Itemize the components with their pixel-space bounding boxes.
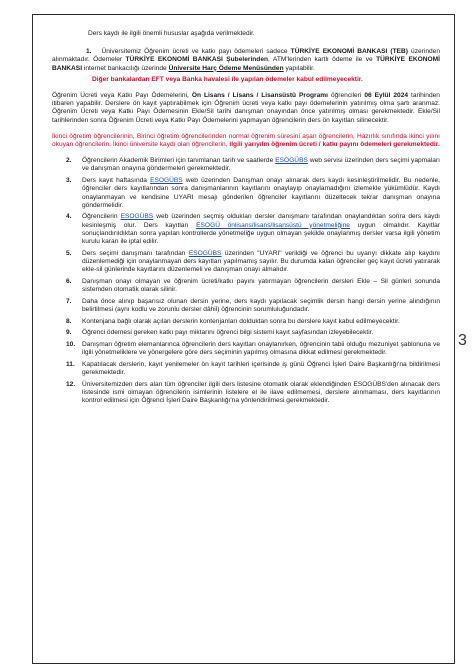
item-number: 4.	[66, 213, 72, 221]
item-text: Öğrencilerin	[82, 213, 121, 221]
document-body	[52, 30, 440, 409]
bank-name-full: TÜRKİYE EKONOMİ BANKASI (TEB)	[290, 48, 408, 56]
rule-item-5	[52, 250, 440, 275]
bank-name: TÜRKİYE EKONOMİ BANKASI	[52, 56, 440, 72]
rule-item-9	[52, 329, 440, 337]
bank-branches: TÜRKİYE EKONOMİ BANKASI Şubelerinden	[125, 56, 269, 64]
rule-item-12	[52, 381, 440, 406]
eft-warning: Diğer bankalardan EFT veya Banka havalesi ile yapılan ödemeler kabul edilmeyecektir.	[92, 75, 363, 83]
esogubs-link[interactable]: ESOGÜBS	[150, 177, 183, 185]
item-text: üzerinden "UYARI" verildiği ve öğrenci bu uyarıyı dikkate alıp kaydını düzenlemediği için onaylanmayan ders kayıtları yapılmamış sayılır. Bu durumda kalan öğrenciler geç kayıt ücreti yatırarak ekle-sil günlerinde kayıtlarını düzenlemeli ve danışman onayı almalıdır.	[82, 249, 440, 274]
item-number: 6.	[66, 277, 72, 285]
item-text: Öğrenci ödemesi gereken katkı payı miktarını öğrenci bilgi sistemi kayıt sayfasından izleyebilecektir.	[82, 329, 374, 337]
rule-item-7	[52, 298, 440, 314]
payment-menu: Üniversite Harç Ödeme Menüsünden	[168, 64, 284, 72]
esogubs-link[interactable]: ESOGÜBS	[275, 157, 308, 165]
item-number: 10.	[66, 341, 76, 349]
item-text: Danışman öğretim elemanlarınca öğrencilerin ders kayıtları onaylanırken, öğrencinin tabii olduğu mezuniyet şablonuna ve ilgili yönetmeliklere ve yönergelere göre ders seçiminin yapılmış olmasına dikkat edilmesi gerekmektedir.	[82, 341, 440, 357]
item-number: 7.	[66, 297, 72, 305]
intro-text: Ders kaydı ile ilgili önemli hususlar aşağıda verilmektedir.	[88, 30, 255, 37]
rule-item-1: 1. Üniversitemiz Öğrenim ücreti ve katkı payı ödemeleri sadece TÜRKİYE EKONOMİ BANKASI (TEB) üzerinden alınmaktadır. Ödemeler TÜRKİYE EKONOMİ BANKASI Şubelerinden, ATM'lerinden kartlı ödeme ile ve TÜRKİYE EKONOMİ BANKASI internet bankacılığı üzerinde Üniversite Harç Ödeme Menüsünden yapılabilir.	[52, 48, 441, 72]
item-text: Ders seçimi danışmanı tarafından	[82, 249, 189, 257]
rules-list	[52, 157, 440, 405]
item-text: Öğrencilerin Akademik Birimleri için tanımlanan tarih ve saatlerde	[82, 157, 276, 165]
item-text: web üzerinden seçmiş oldukları dersler danışmanı tarafından onaylandıktan sonra ders kaydı kesinleşmiş olur. Ders kayıtları	[82, 213, 440, 229]
item-number: 8.	[66, 317, 72, 325]
item-text: uygun olmalıdır. Kayıtlar sonuçlandırıldıktan sonra yapılan kontrollerde yönetmeliğe uygun olmayan şekilde onaylanmış dersler varsa ilgili yönetim kurulu kararı ile iptal edilir.	[82, 221, 440, 246]
rule-item-11	[52, 361, 440, 377]
item-text: Kapatılacak derslerin, kayıt yenilemeler ön kayıt tarihleri içerisinde iş günü Öğrenci İşleri Daire Başkanlığı'na bildirilmesi gerekmektedir.	[82, 361, 440, 377]
item-text: Ders kayıt haftasında	[82, 177, 151, 185]
rule-item-6	[52, 278, 440, 294]
side-page-number: 3	[458, 332, 467, 349]
item-number: 5.	[66, 249, 72, 257]
rule-item-2	[52, 157, 440, 173]
rule-item-4	[52, 213, 440, 246]
payment-start-date: 06 Eylül 2024	[364, 92, 409, 100]
esogubs-link[interactable]: ESOGÜBS	[188, 249, 222, 257]
item-text: Kontenjana bağlı olarak açılan derslerin kontenjanları dolduktan sonra bu derslere kayıt kabul edilmeyecektir.	[82, 317, 400, 325]
esogubs-link[interactable]: ESOGÜBS	[120, 213, 154, 221]
payment-paragraph: Öğrenim Ücreti veya Katkı Payı Ödemelerini, Ön Lisans / Lisans / Lisansüstü Programı öğrencileri 06 Eylül 2024 tarihinden itibaren yapabilir. Derslere ön kayıt yaptırabilmek için Öğrenim ücreti veya katkı payı ödemelerinin yatırılmış olma şartı aranmaz. Öğrenim Ücreti veya Katkı Payı Ödemesinin Ekle/Sil tarihi danışman onayından önce yatırılmış olması gerekmektedir. Ekle/Sil tarihlerinden sonra Öğrenim Ücreti veya Katkı Payı Ödemelerini yapmayan öğrencilerin ders ön kayıtları silinecektir.	[52, 92, 440, 124]
item-text: Danışman onayı olmayan ve öğrenim ücreti/katkı payını yatırmayan öğrencilerin dersleri Ekle – Sil günleri sonunda sistemden otomatik olarak silinir.	[82, 277, 440, 294]
item-number: 12.	[66, 380, 76, 388]
item-number: 3.	[66, 177, 72, 185]
item-text: web üzerinden Danışman onayı alınarak ders kaydı kesinleştirilmelidir. Bu nedenle, öğrenciler ders kayıtlarından sonra danışmanlarının kayıtlarını onaylayıp onaylamadığını izlemekle yükümlüdür. Kaydı onaylanmayan ve kendisine UYARI mesajı gönderilen öğrenciler kayıtlarını düzeltecek tekrar danışman onayına göndermelidir.	[82, 177, 440, 209]
program-types: Ön Lisans / Lisans / Lisansüstü Programı	[191, 92, 328, 100]
rule-item-8	[52, 318, 440, 326]
item-text: Üniversitemizden ders alan tüm öğrenciler ilgili ders listesine otomatik olarak eklendiğinden ESOGÜBS'den alınacak ders listesinde ismi olmayan öğrencilerin isimlerinin listelere el ile ilave edilmemesi, derslere alınmaması, ders kayıtlarının kontrol edilmesi için Öğrenci İşleri Daire Başkanlığı'na yönlendirilmesi gerekmektedir.	[82, 380, 440, 405]
item-number: 2.	[66, 157, 72, 165]
item-text: Daha önce alınıp başarısız olunan dersin yerine, ders kaydı yapılacak seçimlik dersin hangi dersin yerine alındığının belirtilmesi (aynı kodlu ve zorunlu dersler dâhil) öğrencinin sorumluluğundadır.	[82, 297, 440, 313]
fee-obligation-paragraph: İkinci öğretim öğrencilerinin, Birinci öğretim öğrencilerinden normal öğrenim süresini aşan öğrencilerin, Hazırlık sınıfında ikinci yılını okuyan öğrencilerin, İkinci üniversite kaydı olan öğrencilerin, ilgili yarıyılın öğrenim ücreti / katkı payını ödemeleri gerekmektedir.	[52, 132, 440, 149]
rule-item-3	[52, 177, 440, 210]
item-text: web servisi üzerinden ders seçimi yapmaları ve danışman onayına göndermeleri gerekmektedir.	[82, 157, 440, 173]
item-number: 9.	[66, 329, 72, 337]
rule-item-10	[52, 341, 440, 357]
item-number: 11.	[66, 361, 75, 368]
regulation-link[interactable]: ESOGÜ önlisans/lisans/lisansüstü yönetmeliğine	[196, 221, 350, 229]
item-number: 1.	[86, 48, 92, 56]
